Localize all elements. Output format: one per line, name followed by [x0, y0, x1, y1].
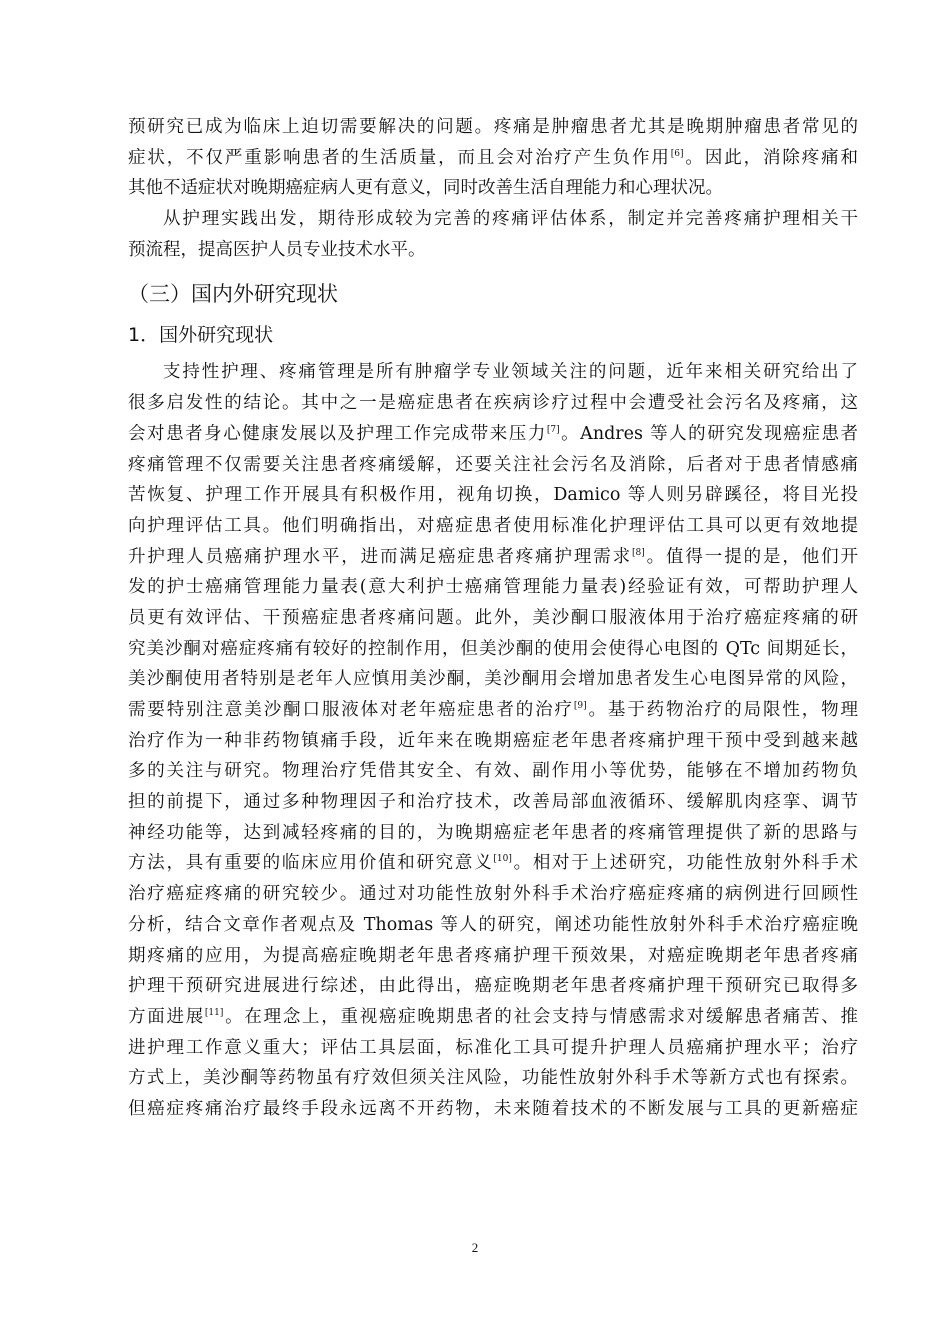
citation: [10]	[493, 854, 512, 865]
text-line: 向护理评估工具。他们明确指出，对癌症患者使用标准化护理评估工具可以更有效地提	[128, 515, 858, 536]
text-line: 很多启发性的结论。其中之一是癌症患者在疾病诊疗过程中会遭受社会污名及疼痛，这	[128, 393, 858, 414]
text-line: 苦恢复、护理工作开展具有积极作用，视角切换，Damico 等人则另辟蹊径，将目光投	[128, 485, 858, 506]
paragraph	[128, 357, 858, 1124]
text-line: 美沙酮使用者特别是老年人应慎用美沙酮，美沙酮用会增加患者发生心电图异常的风险，	[128, 669, 858, 690]
citation: [11]	[204, 1008, 224, 1019]
text-line: 分析，结合文章作者观点及 Thomas 等人的研究，阐述功能性放射外科手术治疗癌症晚	[128, 914, 858, 935]
citation: [7]	[546, 424, 560, 435]
text-line: 员更有效评估、干预癌症患者疼痛问题。此外，美沙酮口服液体用于治疗癌症疼痛的研	[128, 607, 858, 628]
text-line: 护理干预研究进展进行综述，由此得出，癌症晚期老年患者疼痛护理干预研究已取得多	[128, 976, 858, 997]
text-line: 究美沙酮对癌症疼痛有较好的控制作用，但美沙酮的使用会使得心电图的 QTc 间期延长，	[128, 638, 858, 659]
text-line: 期疼痛的应用，为提高癌症晚期老年患者疼痛护理干预效果，对癌症晚期老年患者疼痛	[128, 945, 858, 966]
document-body	[128, 112, 858, 1125]
citation: [8]	[632, 547, 645, 558]
text-line: 多的关注与研究。物理治疗凭借其安全、有效、副作用小等优势，能够在不增加药物负	[128, 761, 858, 782]
text-line: 预流程，提高医护人员专业技术水平。	[128, 239, 426, 260]
text-line: 治疗癌症疼痛的研究较少。通过对功能性放射外科手术治疗癌症疼痛的病例进行回顾性	[128, 884, 858, 905]
text-line: 方法，具有重要的临床应用价值和研究意义[10]。相对于上述研究，功能性放射外科手术	[128, 853, 859, 874]
citation: [9]	[573, 701, 587, 712]
text-line: 治疗作为一种非药物镇痛手段，近年来在晚期癌症老年患者疼痛护理干预中受到越来越	[128, 730, 858, 751]
text-line: 升护理人员癌痛护理水平，进而满足癌症患者疼痛护理需求[8]。值得一提的是，他们开	[128, 546, 859, 567]
citation: [6]	[670, 148, 684, 159]
text-line: 发的护士癌痛管理能力量表(意大利护士癌痛管理能力量表)经验证有效，可帮助护理人	[128, 577, 858, 598]
text-line: 症状，不仅严重影响患者的生活质量，而且会对治疗产生负作用[6]。因此，消除疼痛和	[128, 147, 859, 168]
text-line: 需要特别注意美沙酮口服液体对老年癌症患者的治疗[9]。基于药物治疗的局限性，物理	[128, 700, 859, 720]
text-line: 担的前提下，通过多种物理因子和治疗技术，改善局部血液循环、缓解肌肉痉挛、调节	[128, 792, 858, 813]
text-line: 方面进展[11]。在理念上，重视癌症晚期患者的社会支持与情感需求对缓解患者痛苦、推	[128, 1006, 858, 1027]
paragraph	[128, 204, 858, 265]
text-line: 会对患者身心健康发展以及护理工作完成带来压力[7]。Andres 等人的研究发现癌症患者	[128, 423, 858, 444]
page-number: 2	[471, 1240, 479, 1255]
subsection-heading: 1．国外研究现状	[128, 324, 274, 347]
text-line: 方式上，美沙酮等药物虽有疗效但须关注风险，功能性放射外科手术等新方式也有探索。	[128, 1068, 858, 1089]
paragraph	[128, 112, 858, 204]
text-line: 其他不适症状对晚期癌症病人更有意义，同时改善生活自理能力和心理状况。	[128, 178, 723, 199]
text-line: 但癌症疼痛治疗最终手段永远离不开药物，未来随着技术的不断发展与工具的更新癌症	[128, 1098, 858, 1119]
text-line: 从护理实践出发，期待形成较为完善的疼痛评估体系，制定并完善疼痛护理相关干	[163, 209, 858, 230]
text-line: 进护理工作意义重大；评估工具层面，标准化工具可提升护理人员癌痛护理水平；治疗	[128, 1037, 858, 1058]
text-line: 神经功能等，达到减轻疼痛的目的，为晚期癌症老年患者的疼痛管理提供了新的思路与	[128, 822, 858, 843]
text-line: 疼痛管理不仅需要关注患者疼痛缓解，还要关注社会污名及消除，后者对于患者情感痛	[128, 454, 858, 475]
section-heading: （三）国内外研究现状	[128, 282, 338, 307]
text-line: 预研究已成为临床上迫切需要解决的问题。疼痛是肿瘤患者尤其是晚期肿瘤患者常见的	[128, 117, 858, 137]
text-line: 支持性护理、疼痛管理是所有肿瘤学专业领域关注的问题，近年来相关研究给出了	[163, 362, 858, 383]
